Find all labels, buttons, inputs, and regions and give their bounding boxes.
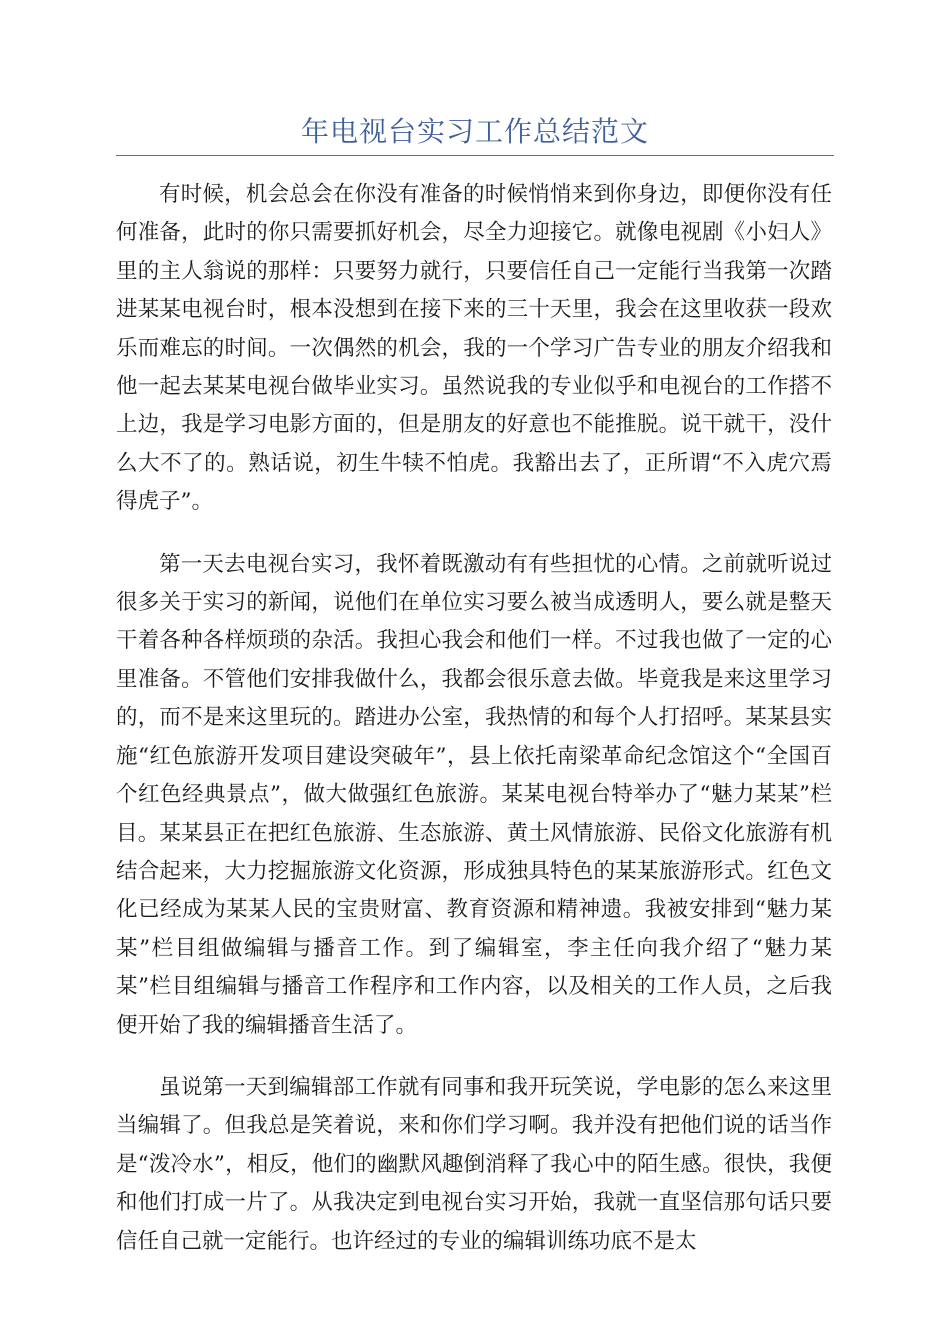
title-underline (116, 155, 834, 156)
document-body (116, 176, 832, 1285)
page-title: 年电视台实习工作总结范文 (300, 115, 649, 148)
paragraph-1: 有时候，机会总会在你没有准备的时候悄悄来到你身边，即便你没有任何准备，此时的你只需要抓好机会，尽全力迎接它。就像电视剧《小妇人》里的主人翁说的那样：只要努力就行，只要信任自己一定能行当我第一次踏进某某电视台时，根本没想到在接下来的三十天里，我会在这里收获一段欢乐而难忘的时间。一次偶然的机会，我的一个学习广告专业的朋友介绍我和他一起去某某电视台做毕业实习。虽然说我的专业似乎和电视台的工作搭不上边，我是学习电影方面的，但是朋友的好意也不能推脱。说干就干，没什么大不了的。熟话说，初生牛犊不怕虎。我豁出去了，正所谓“不入虎穴焉得虎子”。 (116, 182, 832, 515)
paragraph-2: 第一天去电视台实习，我怀着既激动有有些担忧的心情。之前就听说过很多关于实习的新闻，说他们在单位实习要么被当成透明人，要么就是整天干着各种各样烦琐的杂活。我担心我会和他们一样。不过我也做了一定的心里准备。不管他们安排我做什么，我都会很乐意去做。毕竟我是来这里学习的，而不是来这里玩的。踏进办公室，我热情的和每个人打招呼。某某县实施“红色旅游开发项目建设突破年”，县上依托南梁革命纪念馆这个“全国百个红色经典景点”，做大做强红色旅游。某某电视台特举办了“魅力某某”栏目。某某县正在把红色旅游、生态旅游、黄土风情旅游、民俗文化旅游有机结合起来，大力挖掘旅游文化资源，形成独具特色的某某旅游形式。红色文化已经成为某某人民的宝贵财富、教育资源和精神遗。我被安排到“魅力某某”栏目组做编辑与播音工作。到了编辑室，李主任向我介绍了“魅力某某”栏目组编辑与播音工作程序和工作内容，以及相关的工作人员，之后我便开始了我的编辑播音生活了。 (116, 551, 832, 1038)
paragraph-3: 虽说第一天到编辑部工作就有同事和我开玩笑说，学电影的怎么来这里当编辑了。但我总是笑着说，来和你们学习啊。我并没有把他们说的话当作是“泼冷水”，相反，他们的幽默风趣倒消释了我心中的陌生感。很快，我便和他们打成一片了。从我决定到电视台实习开始，我就一直坚信那句话只要信任自己就一定能行。也许经过的专业的编辑训练功底不是太 (116, 1074, 832, 1254)
